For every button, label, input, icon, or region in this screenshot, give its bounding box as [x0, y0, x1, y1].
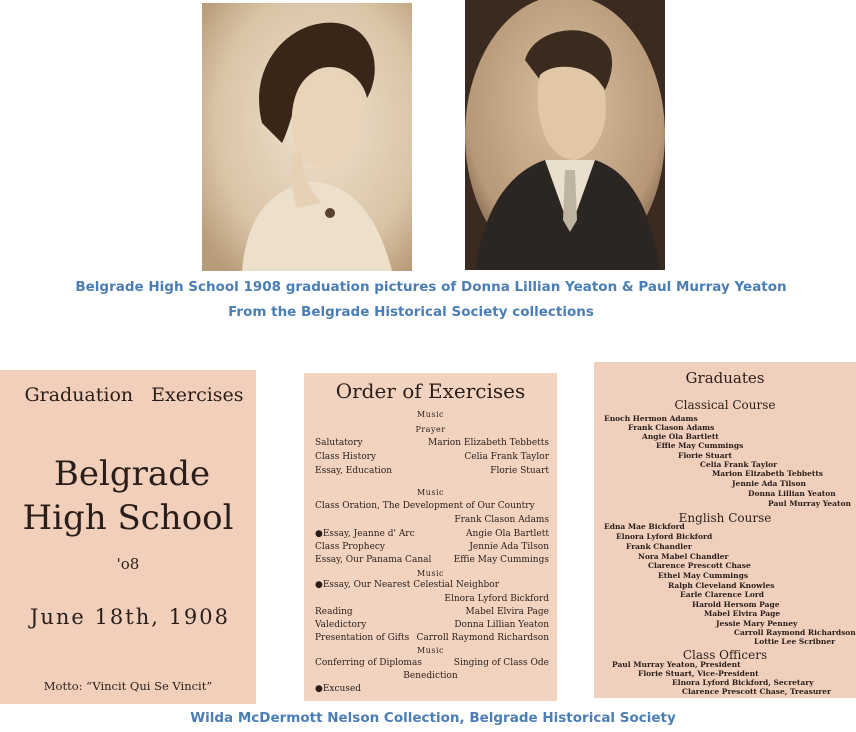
program-item: ●Essay, Our Nearest Celestial Neighbor	[315, 580, 500, 590]
program-speaker: Jennie Ada Tilson	[469, 542, 549, 552]
class-officers-heading: Class Officers	[682, 648, 768, 662]
program-row	[315, 437, 549, 449]
school-name-line2: High School	[22, 498, 234, 538]
graduates-title: Graduates	[685, 369, 765, 387]
graduate-name: Effie May Cummings	[656, 441, 744, 450]
program-row	[315, 606, 549, 618]
program-speaker: Singing of Class Ode	[453, 658, 549, 668]
graduate-name: Ralph Cleveland Knowles	[668, 581, 775, 590]
program-row	[315, 579, 549, 591]
class-officer: Elnora Lyford Bickford, Secretary	[672, 678, 814, 687]
graduate-name: Nora Mabel Chandler	[638, 552, 729, 561]
program-item: Valedictory	[315, 620, 367, 630]
class-year: 'o8	[116, 555, 140, 573]
photo-caption: Belgrade High School 1908 graduation pictures of Donna Lillian Yeaton & Paul Murray Yeaton	[75, 279, 787, 295]
excused-note: ●Excused	[315, 684, 362, 694]
graduate-name: Mabel Elvira Page	[704, 609, 781, 618]
graduate-name: Edna Mae Bickford	[604, 522, 685, 531]
graduate-name: Marion Elizabeth Tebbetts	[712, 469, 824, 478]
donna-yeaton-photo	[202, 3, 412, 271]
program-cover	[0, 370, 256, 704]
program-speaker: Angie Ola Bartlett	[466, 529, 549, 539]
graduate-name: Enoch Hermon Adams	[604, 414, 698, 423]
program-speaker: Donna Lillian Yeaton	[454, 620, 549, 630]
program-speaker: Effie May Cummings	[453, 555, 549, 565]
program-row	[315, 500, 549, 512]
music-label: Music	[417, 410, 444, 419]
program-item: Salutatory	[315, 438, 363, 448]
photo-source-caption: From the Belgrade Historical Society collections	[228, 304, 594, 320]
program-item: ●Essay, Jeanne d' Arc	[315, 529, 415, 539]
graduate-name: Carroll Raymond Richardson	[734, 628, 856, 637]
graduate-name: Frank Clason Adams	[628, 423, 715, 432]
program-item: Conferring of Diplomas	[315, 658, 422, 668]
graduate-name: Angie Ola Bartlett	[642, 432, 719, 441]
music-label: Music	[417, 646, 444, 655]
graduation-date: June 18th, 1908	[29, 605, 231, 629]
program-row	[315, 451, 549, 463]
program-item: Class Prophecy	[315, 542, 386, 552]
order-of-exercises-page	[304, 373, 557, 701]
graduate-name: Frank Chandler	[626, 542, 692, 551]
program-row	[315, 593, 549, 605]
program-speaker: Marion Elizabeth Tebbetts	[428, 438, 549, 448]
program-item: Reading	[315, 607, 353, 617]
graduate-name: Paul Murray Yeaton	[768, 499, 851, 508]
program-row	[315, 657, 549, 669]
program-row	[315, 465, 549, 477]
program-item: Presentation of Gifts	[315, 633, 410, 643]
order-title: Order of Exercises	[335, 379, 526, 403]
program-speaker: Florie Stuart	[490, 466, 549, 476]
classical-course-heading: Classical Course	[674, 398, 776, 412]
cover-heading: Graduation Exercises	[24, 384, 244, 406]
graduate-name: Harold Hersom Page	[692, 600, 780, 609]
program-speaker: Mabel Elvira Page	[465, 607, 549, 617]
english-course-heading: English Course	[678, 511, 772, 525]
excused-note-row	[315, 683, 549, 695]
graduate-name: Lottie Lee Scribner	[754, 637, 836, 646]
collection-caption: Wilda McDermott Nelson Collection, Belgrade Historical Society	[190, 710, 676, 726]
class-officer: Paul Murray Yeaton, President	[612, 660, 741, 669]
graduates-page	[594, 362, 856, 698]
school-name-line1: Belgrade	[53, 454, 211, 494]
prayer-label: Prayer	[415, 425, 446, 434]
program-item: Class Oration, The Development of Our Country	[315, 501, 535, 511]
class-officer: Florie Stuart, Vice-President	[638, 669, 759, 678]
program-speaker: Frank Clason Adams	[454, 515, 549, 525]
graduate-name: Celia Frank Taylor	[700, 460, 778, 469]
program-row	[315, 619, 549, 631]
program-speaker: Celia Frank Taylor	[464, 452, 549, 462]
paul-yeaton-photo	[465, 0, 665, 270]
program-item: Essay, Education	[315, 466, 393, 476]
graduate-name: Jennie Ada Tilson	[732, 479, 806, 488]
program-row	[315, 528, 549, 540]
program-item: Class History	[315, 452, 376, 462]
graduate-name: Earle Clarence Lord	[680, 590, 765, 599]
graduate-name: Jessie Mary Penney	[716, 619, 798, 628]
graduate-name: Clarence Prescott Chase	[648, 561, 751, 570]
graduate-name: Ethel May Cummings	[658, 571, 749, 580]
class-motto: Motto: “Vincit Qui Se Vincit”	[43, 679, 213, 693]
program-speaker: Carroll Raymond Richardson	[416, 633, 549, 643]
class-officer: Clarence Prescott Chase, Treasurer	[682, 687, 831, 696]
program-speaker: Elnora Lyford Bickford	[444, 594, 549, 604]
graduate-name: Florie Stuart	[678, 451, 732, 460]
program-row	[315, 632, 549, 644]
graduate-name: Donna Lillian Yeaton	[748, 489, 836, 498]
program-row	[315, 514, 549, 526]
graduate-name: Elnora Lyford Bickford	[616, 532, 713, 541]
program-row	[315, 554, 549, 566]
benediction-label: Benediction	[403, 671, 458, 681]
music-label: Music	[417, 569, 444, 578]
program-item: Essay, Our Panama Canal	[315, 555, 432, 565]
music-label: Music	[417, 488, 444, 497]
program-row	[315, 541, 549, 553]
